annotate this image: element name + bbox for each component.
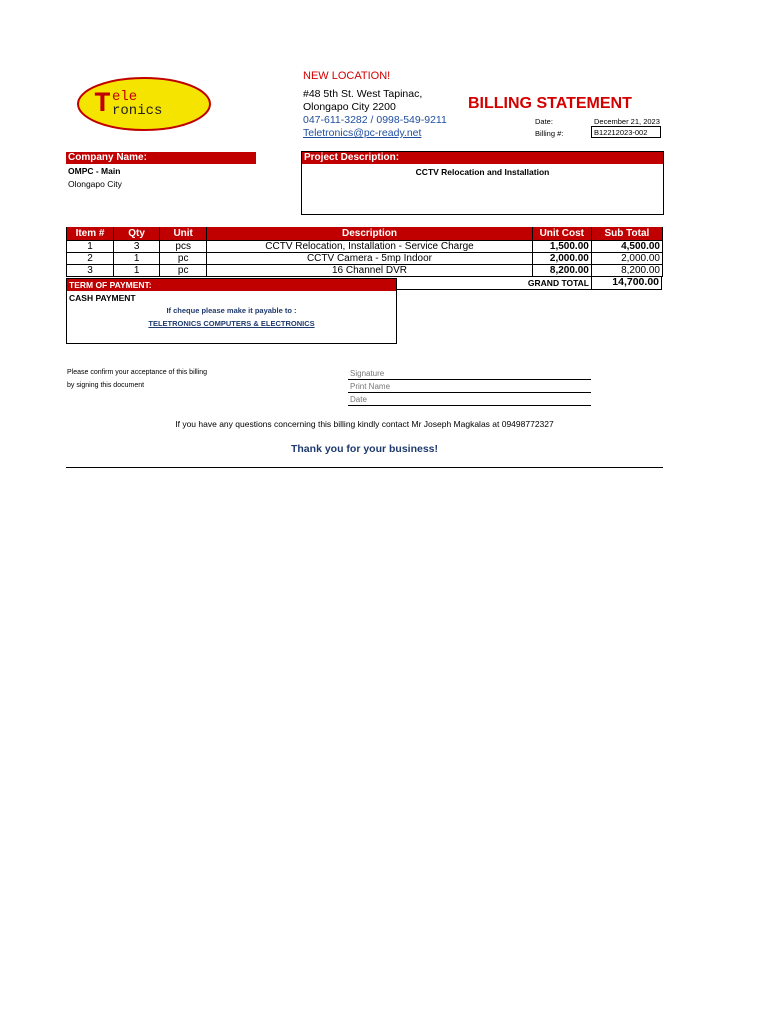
cheque-note: If cheque please make it payable to : [166,306,297,315]
logo-text-ele: ele [112,89,138,105]
cell-sub-total: 4,500.00 [591,241,662,253]
billing-number-label: Billing #: [535,129,564,138]
cell-qty: 3 [114,241,160,253]
col-header-description: Description [207,227,533,241]
date-sign-label: Date [350,395,367,404]
company-name: OMPC - Main [68,166,121,176]
col-header-qty: Qty [114,227,160,241]
cell-qty: 1 [114,265,160,277]
thank-you-note: Thank you for your business! [290,443,439,455]
payment-terms-box [66,278,397,344]
col-header-item: Item # [67,227,114,241]
date-label: Date: [535,117,553,126]
company-city: Olongapo City [68,179,122,189]
address-line2: Olongapo City 2200 [303,101,396,113]
col-header-unit-cost: Unit Cost [532,227,591,241]
grand-total-label: GRAND TOTAL [396,277,591,290]
cell-sub-total: 8,200.00 [591,265,662,277]
cell-unit: pcs [160,241,207,253]
cell-sub-total: 2,000.00 [591,253,662,265]
cell-description: CCTV Camera - 5mp Indoor [207,253,533,265]
print-name-label: Print Name [350,382,391,391]
page-title: BILLING STATEMENT [468,95,632,112]
new-location-label: NEW LOCATION! [303,70,391,82]
payment-terms-header: TERM OF PAYMENT: [67,279,396,291]
logo-letter-t: T [94,89,111,120]
address-line1: #48 5th St. West Tapinac, [303,88,423,100]
table-row [67,265,663,277]
signature-line [348,379,591,380]
contact-note: If you have any questions concerning this billing kindly contact Mr Joseph Magkalas at 09498772327 [175,419,554,429]
confirm-text-line1: Please confirm your acceptance of this billing [67,369,208,376]
table-header-row [67,227,663,241]
date-sign-line [348,405,591,406]
project-description-header: Project Description: [302,152,663,164]
print-name-line [348,392,591,393]
cell-unit-cost: 1,500.00 [532,241,591,253]
confirm-text-line2: by signing this document [67,382,145,389]
project-description-box [301,151,664,215]
billing-number-value: B12212023-002 [591,126,661,138]
signature-label: Signature [350,369,385,378]
grand-total-value: 14,700.00 [591,276,662,290]
line-items-table [66,227,663,277]
cheque-payee: TELETRONICS COMPUTERS & ELECTRONICS [148,319,315,328]
col-header-unit: Unit [160,227,207,241]
cell-unit-cost: 2,000.00 [532,253,591,265]
payment-method: CASH PAYMENT [69,293,136,303]
cell-item: 3 [67,265,114,277]
cell-unit-cost: 8,200.00 [532,265,591,277]
logo-text-ronics: ronics [112,103,163,119]
cell-description: 16 Channel DVR [207,265,533,277]
phone-number: 047-611-3282 / 0998-549-9211 [303,114,447,126]
cell-item: 2 [67,253,114,265]
project-description-text: CCTV Relocation and Installation [415,167,550,177]
cell-description: CCTV Relocation, Installation - Service Charge [207,241,533,253]
email-link[interactable]: Teletronics@pc-ready.net [303,127,422,139]
table-row [67,241,663,253]
cell-qty: 1 [114,253,160,265]
col-header-sub-total: Sub Total [591,227,662,241]
cell-item: 1 [67,241,114,253]
table-row [67,253,663,265]
cell-unit: pc [160,265,207,277]
date-value: December 21, 2023 [594,117,660,126]
cell-unit: pc [160,253,207,265]
company-name-header: Company Name: [66,152,256,164]
company-logo [76,76,212,132]
footer-divider [66,467,663,468]
